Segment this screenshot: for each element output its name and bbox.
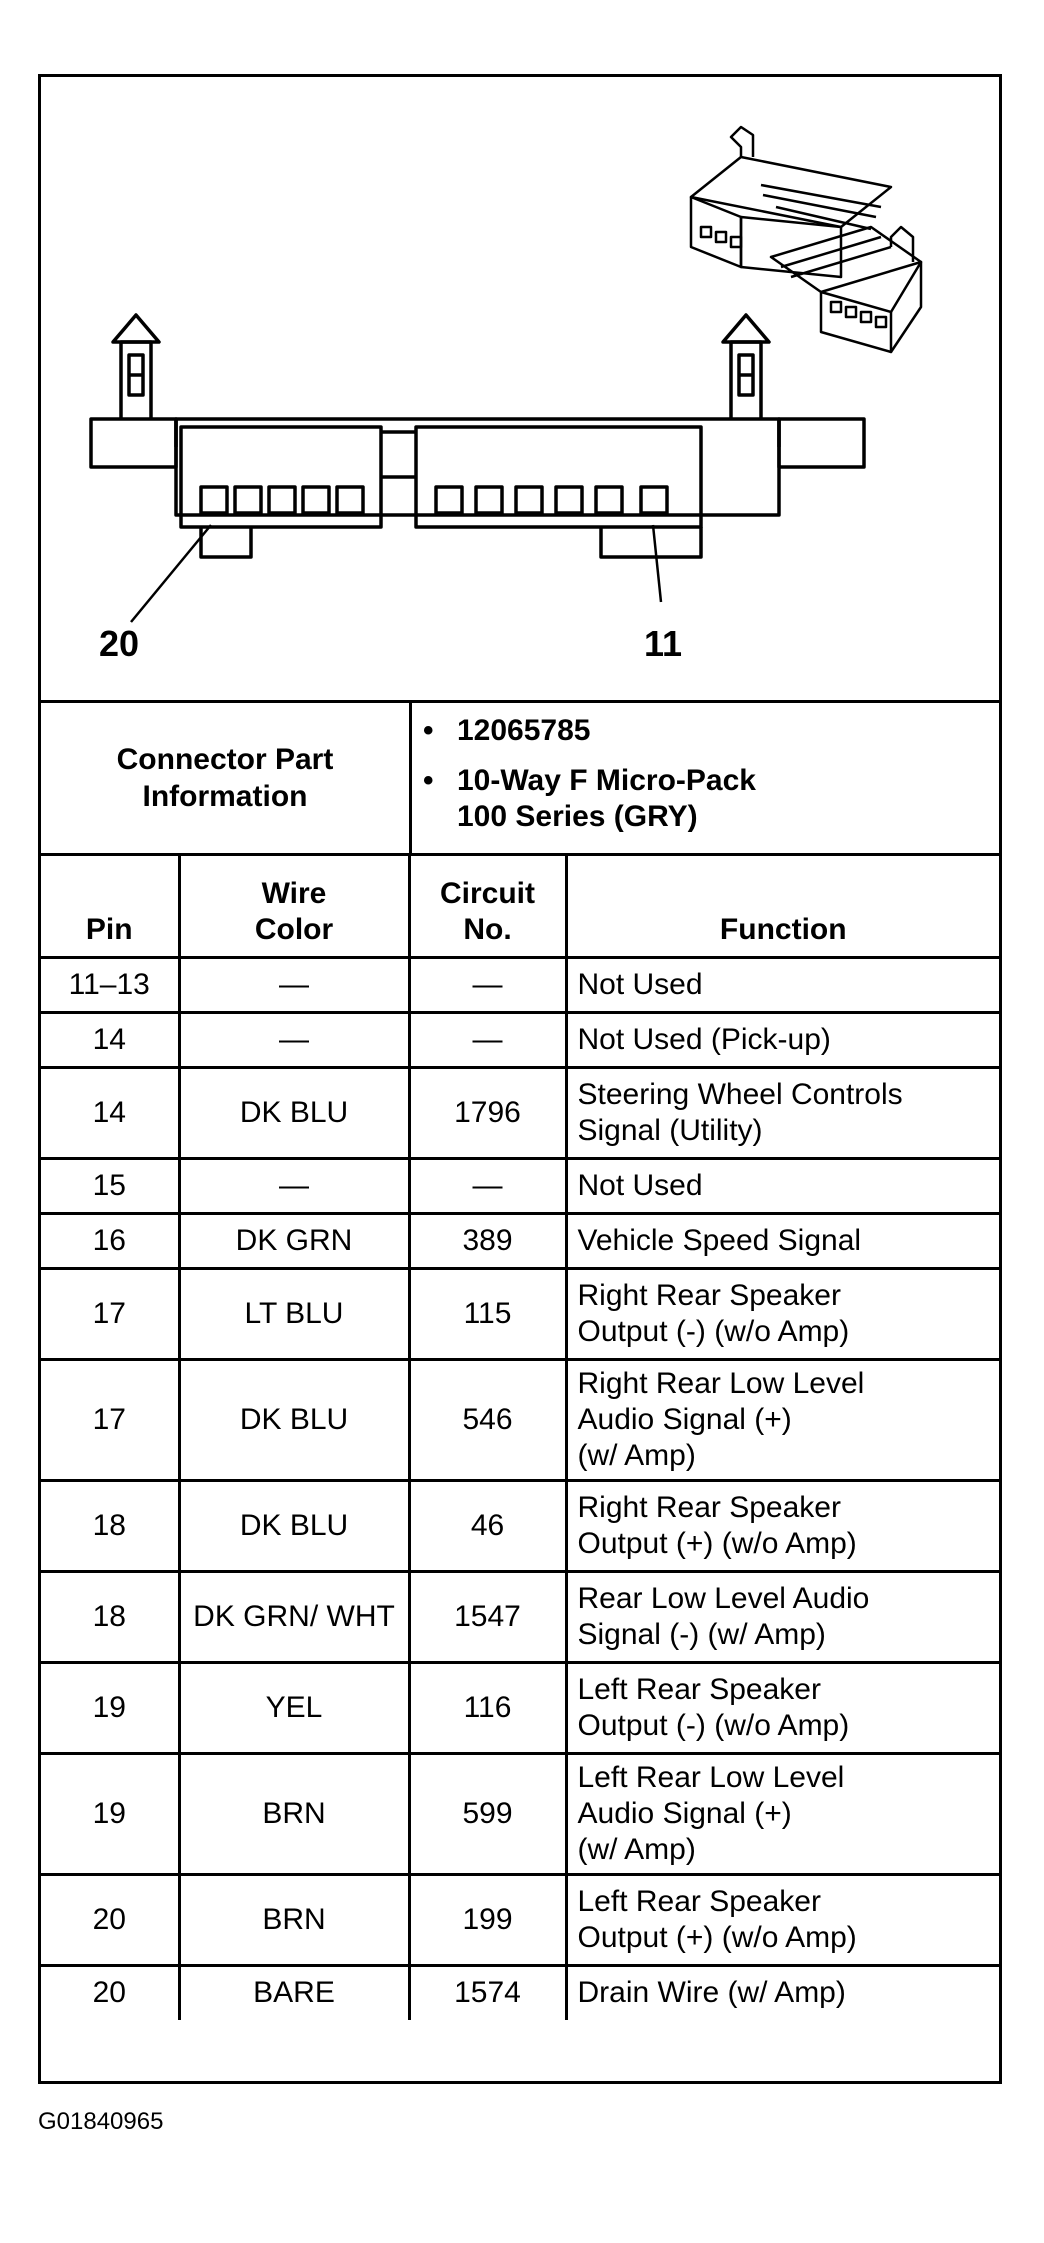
cell-circuit-no: 1547: [409, 1571, 566, 1662]
table-row: [41, 1359, 999, 1480]
cell-wire-color: DK BLU: [179, 1359, 409, 1480]
cell-wire-color: DK BLU: [179, 1067, 409, 1158]
connector-info-values: [412, 703, 999, 853]
table-row: [41, 1067, 999, 1158]
cell-circuit-no: 599: [409, 1753, 566, 1874]
function-line: (w/ Amp): [577, 1832, 696, 1866]
function-line: Steering Wheel Controls: [577, 1077, 903, 1111]
cell-pin: 15: [41, 1158, 179, 1213]
pinout-table: [41, 856, 999, 2020]
right-flange: [779, 419, 864, 467]
table-header-row: [41, 856, 999, 957]
cell-function: [566, 1662, 999, 1753]
cell-pin: 20: [41, 1874, 179, 1965]
table-row: [41, 1012, 999, 1067]
figure-code: G01840965: [38, 2108, 164, 2135]
cell-circuit-no: 1574: [409, 1965, 566, 2020]
cell-circuit-no: 46: [409, 1480, 566, 1571]
connector-face-drawing: [41, 77, 999, 700]
cell-pin: 19: [41, 1753, 179, 1874]
cell-function: [566, 1067, 999, 1158]
bullet-icon: •: [423, 764, 434, 797]
cell-function: [566, 1571, 999, 1662]
cell-pin: 14: [41, 1012, 179, 1067]
table-row: [41, 1753, 999, 1874]
cell-circuit-no: —: [409, 957, 566, 1012]
bullet-icon: •: [423, 714, 434, 747]
cell-pin: 11–13: [41, 957, 179, 1012]
function-line: Not Used: [577, 967, 703, 1001]
table-row: [41, 1965, 999, 2020]
table-row: [41, 1571, 999, 1662]
cell-function: [566, 1965, 999, 2020]
cell-function: [566, 957, 999, 1012]
table-row: [41, 1874, 999, 1965]
function-line: Not Used (Pick-up): [577, 1022, 831, 1056]
cell-wire-color: BARE: [179, 1965, 409, 2020]
connector-info-label: [41, 703, 412, 853]
part-number-item: [423, 713, 591, 749]
cell-circuit-no: 389: [409, 1213, 566, 1268]
connector-isometric-icon: [691, 127, 921, 352]
cell-function: [566, 1213, 999, 1268]
cell-wire-color: BRN: [179, 1753, 409, 1874]
function-line: Left Rear Low Level: [577, 1760, 845, 1794]
pin-cavities-right: [436, 487, 667, 513]
cell-function: [566, 1012, 999, 1067]
function-line: (w/ Amp): [577, 1438, 696, 1472]
function-line: Right Rear Speaker: [577, 1490, 841, 1524]
cell-circuit-no: —: [409, 1012, 566, 1067]
cell-function: [566, 1753, 999, 1874]
function-line: Vehicle Speed Signal: [577, 1223, 862, 1257]
function-line: Left Rear Speaker: [577, 1672, 821, 1706]
cell-function: [566, 1268, 999, 1359]
cell-pin: 17: [41, 1359, 179, 1480]
description-item: [423, 763, 756, 799]
info-label-line1: Connector Part: [116, 743, 334, 776]
table-row: [41, 1662, 999, 1753]
function-line: Audio Signal (+): [577, 1796, 792, 1830]
function-line: Rear Low Level Audio: [577, 1581, 870, 1615]
cell-wire-color: DK GRN/ WHT: [179, 1571, 409, 1662]
cell-wire-color: DK BLU: [179, 1480, 409, 1571]
cell-wire-color: BRN: [179, 1874, 409, 1965]
function-line: Signal (-) (w/ Amp): [577, 1617, 826, 1651]
cell-pin: 18: [41, 1480, 179, 1571]
info-label-line2: Information: [142, 780, 308, 813]
cell-pin: 14: [41, 1067, 179, 1158]
description-line2: 100 Series (GRY): [457, 800, 698, 833]
cell-wire-color: —: [179, 1158, 409, 1213]
header-function: Function: [566, 856, 999, 957]
pin-20-leader: [131, 525, 211, 622]
left-flange: [91, 419, 176, 467]
cell-circuit-no: —: [409, 1158, 566, 1213]
table-row: [41, 957, 999, 1012]
cell-pin: 18: [41, 1571, 179, 1662]
cell-wire-color: —: [179, 1012, 409, 1067]
cell-wire-color: —: [179, 957, 409, 1012]
cell-function: [566, 1874, 999, 1965]
function-line: Output (+) (w/o Amp): [577, 1920, 857, 1954]
cell-pin: 20: [41, 1965, 179, 2020]
function-line: Right Rear Speaker: [577, 1278, 841, 1312]
pin-label-20: 20: [99, 623, 140, 664]
function-line: Audio Signal (+): [577, 1402, 792, 1436]
cell-wire-color: DK GRN: [179, 1213, 409, 1268]
function-line: Output (-) (w/o Amp): [577, 1708, 850, 1742]
header-wire-color: Wire Color: [179, 856, 409, 957]
function-line: Signal (Utility): [577, 1113, 763, 1147]
cell-wire-color: LT BLU: [179, 1268, 409, 1359]
function-line: Left Rear Speaker: [577, 1884, 821, 1918]
cell-pin: 19: [41, 1662, 179, 1753]
description-line1: 10-Way F Micro-Pack: [457, 764, 756, 797]
cell-circuit-no: 1796: [409, 1067, 566, 1158]
cell-wire-color: YEL: [179, 1662, 409, 1753]
description-item-cont: [457, 799, 698, 835]
function-line: Not Used: [577, 1168, 703, 1202]
table-row: [41, 1213, 999, 1268]
connector-diagram: [41, 77, 999, 703]
cell-circuit-no: 116: [409, 1662, 566, 1753]
connector-part-info: [41, 703, 999, 856]
table-row: [41, 1268, 999, 1359]
cell-circuit-no: 546: [409, 1359, 566, 1480]
header-circuit-no: Circuit No.: [409, 856, 566, 957]
pin-label-11: 11: [644, 623, 683, 664]
cell-pin: 17: [41, 1268, 179, 1359]
cell-function: [566, 1359, 999, 1480]
pinout-rows: [41, 957, 999, 2020]
function-line: Drain Wire (w/ Amp): [577, 1976, 846, 2010]
pin-cavities-left: [201, 487, 363, 513]
function-line: Output (+) (w/o Amp): [577, 1526, 857, 1560]
connector-sheet: [38, 74, 1002, 2084]
cell-function: [566, 1480, 999, 1571]
header-pin: Pin: [41, 856, 179, 957]
table-row: [41, 1480, 999, 1571]
function-line: Output (-) (w/o Amp): [577, 1314, 850, 1348]
cell-circuit-no: 199: [409, 1874, 566, 1965]
cell-pin: 16: [41, 1213, 179, 1268]
cell-function: [566, 1158, 999, 1213]
pin-11-leader: [653, 525, 661, 602]
function-line: Right Rear Low Level: [577, 1366, 865, 1400]
part-number: 12065785: [457, 714, 591, 747]
table-row: [41, 1158, 999, 1213]
cell-circuit-no: 115: [409, 1268, 566, 1359]
